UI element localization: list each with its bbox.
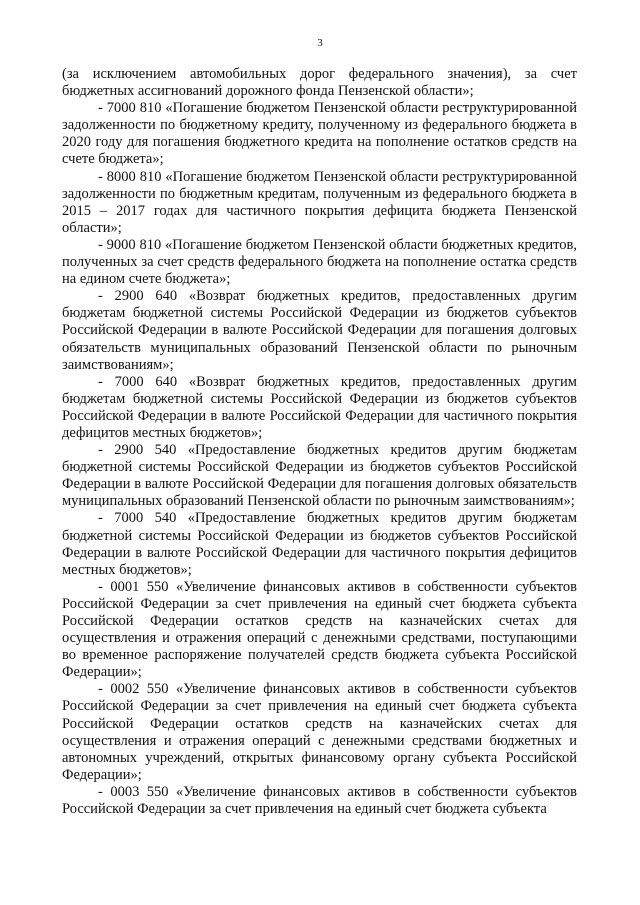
page-number: 3 [317, 37, 323, 49]
list-item-0001-550: - 0001 550 «Увеличение финансовых активов в собственности субъектов Российской Федерации за счет привлечения на единый счет бюджета субъекта Российской Федерации остатков средств на казначейских счетах для осуществления и отражения операций с денежными средствами, поступающими во временное распоряжение получателей средств бюджета субъекта Российской Федерации»; [62, 578, 577, 681]
list-item-0002-550: - 0002 550 «Увеличение финансовых активов в собственности субъектов Российской Федерации за счет привлечения на единый счет бюджета субъекта Российской Федерации остатков средств на казначейских счетах для осуществления и отражения операций с денежными средствами бюджетных и автономных учреждений, открытых финансовому органу субъекта Российской Федерации»; [62, 681, 577, 783]
list-item-7000-640: - 7000 640 «Возврат бюджетных кредитов, предоставленных другим бюджетам бюджетной системы Российской Федерации из бюджетов субъектов Российской Федерации в валюте Российской Федерации для частичного покрытия дефицитов местных бюджетов»; [62, 373, 577, 441]
list-item-7000-810: - 7000 810 «Погашение бюджетом Пензенской области реструктурированной задолженности по бюджетному кредиту, полученному из федерального бюджета в 2020 году для погашения бюджетного кредита на пополнение остатков средств на счете бюджета»; [62, 100, 577, 168]
list-item-0003-550: - 0003 550 «Увеличение финансовых активов в собственности субъектов Российской Федерации за счет привлечения на единый счет бюджета субъекта [62, 783, 577, 818]
list-item-9000-810: - 9000 810 «Погашение бюджетом Пензенской области бюджетных кредитов, полученных за счет средств федерального бюджета на пополнение остатка средств на едином счете бюджета»; [62, 236, 577, 288]
paragraph-continuation: (за исключением автомобильных дорог федерального значения), за счет бюджетных ассигнований дорожного фонда Пензенской области»; [62, 66, 577, 100]
list-item-8000-810: - 8000 810 «Погашение бюджетом Пензенской области реструктурированной задолженности по бюджетным кредитам, полученным из федерального бюджета в 2015 – 2017 годах для частичного покрытия дефицита бюджета Пензенской области»; [62, 168, 577, 236]
document-body [62, 66, 577, 818]
list-item-2900-640: - 2900 640 «Возврат бюджетных кредитов, предоставленных другим бюджетам бюджетной системы Российской Федерации из бюджетов субъектов Российской Федерации в валюте Российской Федерации для погашения долговых обязательств муниципальных образований Пензенской области по рыночным заимствованиям»; [62, 288, 577, 373]
list-item-7000-540: - 7000 540 «Предоставление бюджетных кредитов другим бюджетам бюджетной системы Российской Федерации из бюджетов субъектов Российской Федерации в валюте Российской Федерации для частичного покрытия дефицитов местных бюджетов»; [62, 510, 577, 578]
list-item-2900-540: - 2900 540 «Предоставление бюджетных кредитов другим бюджетам бюджетной системы Российской Федерации из бюджетов субъектов Российской Федерации в валюте Российской Федерации для погашения долговых обязательств муниципальных образований Пензенской области по рыночным заимствованиям»; [62, 442, 577, 510]
